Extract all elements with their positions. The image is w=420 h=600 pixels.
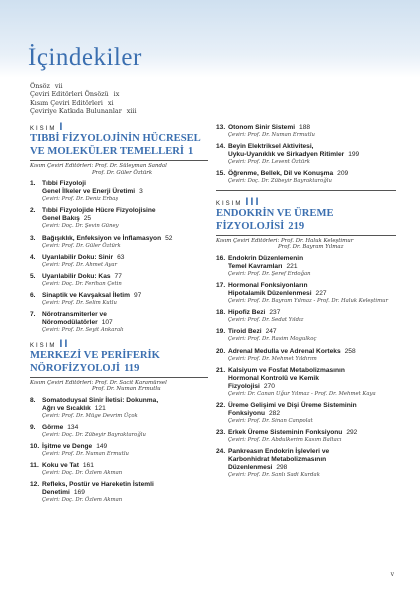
left-column [30,122,208,509]
chapter-page: 63 [117,253,125,261]
chapter-body [228,328,396,343]
chapter-number: 7. [30,311,36,319]
part-title-text: VE MOLEKÜLER TEMELLERİ [30,146,185,157]
chapter-body [228,309,396,324]
chapter-translator: Çeviri: Prof. Dr. Abdulkerim Kasım Baltacı [228,437,342,444]
chapter-translator: Çeviri: Doç. Dr. Ferihan Çetin [42,280,122,287]
chapter-title-line2-text: Denetimi [42,489,70,497]
chapter-body [42,462,208,477]
chapter-translator: Çeviri: Prof. Dr. Seyit Ankaralı [42,327,124,334]
part-divider [30,160,208,161]
chapter-body [42,397,208,420]
chapter-entry[interactable] [216,282,396,305]
chapter-title-line3-text: Fizyolojisi [228,382,260,390]
chapter-body [42,254,208,269]
chapter-title: Refleks, Postür ve Hareketin İstemli [42,481,154,489]
chapter-title [42,292,208,300]
part-page: 119 [124,362,140,374]
part-editors [216,238,396,251]
chapter-body [42,481,208,504]
chapter-translator: Çeviri: Prof. Dr. Bayram Yılmaz - Prof. Dr. Haluk Keleştimur [228,297,389,304]
chapter-translator: Çeviri: Prof. Dr. Mehmet Yıldırım [228,355,317,362]
chapter-entry[interactable] [216,348,396,363]
chapter-body [228,367,396,398]
part-divider [30,377,208,378]
chapter-title-line2-text: Nöromodülatörler [42,319,98,327]
chapter-title-line2-text: Fonksiyonu [228,409,265,417]
chapter-title [228,348,396,356]
chapter-page: 227 [315,289,327,297]
chapter-page: 169 [73,489,85,497]
chapter-page: 3 [139,188,143,196]
chapter-translator: Çeviri: Prof. Dr. Güler Öztürk [42,242,121,249]
chapter-translator: Çeviri: Prof. Dr. Sinan Canpolat [228,417,313,424]
chapter-title-text: İşitme ve Denge [42,443,93,451]
chapter-translator: Çeviri: Prof. Dr. Levent Öztürk [228,159,310,166]
chapter-page: 258 [344,347,356,355]
chapter-title-line2 [42,319,208,327]
chapter-number: 5. [30,272,36,280]
chapter-title-text: Erkek Üreme Sisteminin Fonksiyonu [228,429,343,437]
chapter-entry[interactable] [216,309,396,324]
front-matter-label: Kısım Çeviri Editörleri [30,98,103,107]
part-title-text: FİZYOLOJİSİ [216,220,285,232]
chapter-translator: Çeviri: Prof. Dr. Deniz Erbaş [42,196,119,203]
chapter-number: 2. [30,207,36,215]
part-editor-name: Prof. Dr. Numan Ermutlu [92,386,161,393]
chapter-number: 16. [216,254,226,262]
part-editors-label: Kısım Çeviri Editörleri: [30,163,94,169]
chapter-number: 13. [216,124,226,131]
chapter-title-line2 [42,405,208,413]
part-title-line[interactable] [216,208,396,220]
chapter-title [228,429,396,437]
chapter-title [42,254,208,262]
chapter-title-text: Sinaptik ve Kavşaksal İletim [42,292,130,300]
part-header [30,122,208,176]
chapter-body [228,348,396,363]
chapter-number: 6. [30,292,36,300]
chapter-entry[interactable] [216,255,396,278]
chapter-translator: Çeviri: Prof. Dr. Numan Ermutlu [228,132,315,138]
chapter-body [228,170,396,185]
chapter-entry[interactable] [216,124,396,139]
part-number: I [59,121,65,133]
chapter-body [42,273,208,288]
chapter-number: 20. [216,347,226,355]
part-editor-name: Prof. Dr. Haluk Keleştimur [281,237,354,244]
chapter-page: 247 [265,328,277,336]
part-kisim-text: KISIM [30,342,57,349]
chapter-number: 9. [30,423,36,431]
chapter-translator: Çeviri: Doç. Dr. Zübeyir Bayraktaroğlu [228,178,332,185]
part-kisim-label [30,122,208,132]
part-title-text: ENDOKRİN VE ÜREME [216,207,334,219]
chapter-page: 25 [83,215,92,223]
chapter-page: 199 [348,151,360,159]
chapter-translator: Çeviri: Doç. Dr. Özlem Akman [42,470,123,477]
chapter-page: 221 [286,262,298,270]
chapter-title-line2-text: Karbonhidrat Metabolizmasının [228,456,327,464]
chapter-title [42,443,208,451]
chapter-number: 17. [216,281,226,289]
chapter-entry[interactable] [30,397,208,420]
chapter-title-text: Otonom Sinir Sistemi [228,124,296,131]
chapter-title [42,424,208,432]
chapter-entry[interactable] [30,424,208,439]
chapter-body [42,311,208,334]
chapter-entry[interactable] [30,235,208,250]
part-editors-line [30,386,208,393]
chapter-translator: Çeviri: Doç. Dr. Şevin Güney [42,223,119,230]
chapter-number: 21. [216,366,226,374]
chapter-title: Üreme Gelişimi ve Dişi Üreme Sisteminin [228,401,357,409]
chapter-entry[interactable] [30,254,208,269]
chapter-title [228,328,396,336]
front-matter-item[interactable] [30,107,137,115]
chapter-entry[interactable] [30,311,208,334]
chapter-title-text: Uyarılabilir Doku: Sinir [42,253,114,261]
front-matter-list [30,82,137,116]
part-editors-line [30,170,208,177]
chapter-translator: Çeviri: Prof. Dr. Numan Ermutlu [42,451,129,458]
chapter-entry[interactable] [216,143,396,166]
chapter-body [42,424,208,439]
part-number: II [59,337,70,350]
part-header [30,339,208,393]
chapter-title-line2 [228,263,396,271]
part-title-line[interactable] [30,146,208,158]
chapter-title-line3 [228,383,396,391]
chapter-translator: Çeviri: Dr. Canan Uğur Yılmaz - Prof. Dr. Mehmet Kaya [228,390,376,397]
chapter-entry[interactable] [216,170,396,185]
chapter-page: 149 [96,443,108,451]
chapter-title-line2-text: Genel Bakış [42,215,80,223]
chapter-number: 24. [216,448,226,456]
part-title-text: MERKEZİ VE PERİFERİK [30,349,160,361]
front-matter-label: Çeviri Editörleri Önsözü [30,90,109,99]
part-page: 1 [188,146,194,157]
chapter-title: Kalsiyum ve Fosfat Metabolizmasının [228,366,345,374]
chapter-page: 188 [299,124,311,131]
chapter-title-line2-text: Temel Kavramları [228,262,283,270]
chapter-body [42,180,208,203]
chapter-number: 18. [216,309,226,317]
part-page: 219 [288,220,305,232]
chapter-body [228,143,396,166]
chapter-title-line2 [228,375,396,383]
part-title-line[interactable] [30,363,208,375]
front-matter-item[interactable] [30,99,137,107]
chapter-page: 209 [337,170,349,178]
chapter-title: Beyin Elektriksel Aktivitesi, [228,143,314,151]
chapter-body [228,402,396,425]
chapter-entry[interactable] [30,462,208,477]
chapter-body [42,443,208,458]
part-number: III [245,195,261,208]
part-editors-label: Kısım Çeviri Editörleri: [30,379,94,386]
chapter-title-text: Koku ve Tat [42,462,79,470]
chapter-title: Tıbbi Fizyoloji [42,180,86,188]
chapter-entry[interactable] [30,180,208,203]
front-matter-page: xi [107,98,114,107]
chapter-body [228,255,396,278]
page-title: İçindekiler [28,44,142,71]
part-kisim-text: KISIM [216,200,243,207]
chapter-number: 14. [216,143,226,151]
part-editor-name: Prof. Dr. Süleyman Sandal [95,163,167,169]
chapter-body [42,292,208,307]
chapter-translator: Çeviri: Doç. Dr. Özlem Akman [42,497,123,504]
chapter-body [42,207,208,230]
front-matter-page: ix [113,90,120,99]
front-matter-label: Çeviriye Katkıda Bulunanlar [30,107,122,116]
chapter-page: 77 [114,272,122,280]
front-matter-label: Önsöz [30,82,50,90]
chapter-body [228,429,396,444]
chapter-entry[interactable] [216,367,396,398]
chapter-title-line3-text: Düzenlenmesi [228,464,273,472]
chapter-number: 23. [216,429,226,437]
chapter-number: 22. [216,401,226,409]
chapter-translator: Çeviri: Prof. Dr. Selim Kutlu [42,300,117,307]
chapter-page: 270 [263,382,275,390]
part-kisim-label [216,197,396,207]
chapter-page: 52 [165,234,173,242]
chapter-title-text: Adrenal Medulla ve Adrenal Korteks [228,347,341,355]
chapter-translator: Çeviri: Prof. Dr. Ahmet Ayar [42,261,118,268]
chapter-title-text: Bağışıklık, Enfeksiyon ve İnflamasyon [42,234,162,242]
chapter-title-line2 [228,410,396,418]
part-title-line[interactable] [216,221,396,233]
chapter-title [228,309,396,317]
chapter-entry[interactable] [30,443,208,458]
part-editors-line [216,244,396,251]
chapter-page: 97 [133,292,142,300]
chapter-page: 161 [82,462,94,470]
chapter-number: 19. [216,328,226,336]
chapter-title: Nörotransmiterler ve [42,311,107,319]
part-editor-name: Prof. Dr. Bayram Yılmaz [278,244,344,251]
chapter-body [228,282,396,305]
chapter-title-text: Görme [42,423,64,431]
part-editors-line [30,163,208,170]
chapter-title: Pankreasın Endokrin İşlevleri ve [228,448,330,456]
part-editor-name: Prof. Dr. Güler Öztürk [92,169,153,176]
chapter-title-line2-text: Ağrı ve Sıcaklık [42,404,91,412]
chapter-title-line2 [42,215,208,223]
chapter-number: 12. [30,481,40,489]
chapter-title [42,273,208,281]
front-matter-page: vii [54,82,63,90]
chapter-body [42,235,208,250]
part-editors-line [30,380,208,387]
chapter-title-line2-text: Hormonal Kontrolü ve Kemik [228,374,319,382]
chapter-translator: Çeviri: Doç. Dr. Zübeyir Bayraktaroğlu [42,431,146,438]
section-divider [216,190,396,191]
chapter-number: 4. [30,253,36,261]
chapter-title-text: Hipofiz Bezi [228,309,266,317]
chapter-number: 3. [30,234,36,242]
front-matter-item[interactable] [30,90,137,98]
chapter-page: 282 [269,409,281,417]
chapter-title-line2 [42,188,208,196]
chapter-number: 15. [216,170,226,178]
chapter-title: Somatoduysal Sinir İletisi: Dokunma, [42,396,159,404]
chapter-title [42,235,208,243]
chapter-body [228,124,396,139]
chapter-title-line2-text: Uyku-Uyanıklık ve Sirkadyen Ritimler [228,151,345,159]
chapter-entry[interactable] [30,481,208,504]
front-matter-page: xiii [126,107,137,116]
chapter-page: 121 [94,404,106,412]
chapter-title-text: Uyarılabilir Doku: Kas [42,272,111,280]
chapter-number: 11. [30,462,39,470]
chapter-entry[interactable] [30,292,208,307]
chapter-translator: Çeviri: Prof. Dr. Şeref Erdoğan [228,270,311,277]
chapter-translator: Çeviri: Prof. Dr. Sanlı Sadi Kurdak [228,472,320,479]
part-editor-name: Prof. Dr. Sacit Karamürsel [95,379,167,386]
chapter-number: 10. [30,443,40,451]
part-editors [30,380,208,393]
part-header [216,197,396,251]
chapter-entry[interactable] [30,273,208,288]
chapter-page: 298 [276,464,288,472]
chapter-number: 1. [30,180,36,188]
part-editors-label: Kısım Çeviri Editörleri: [216,237,280,244]
chapter-translator: Çeviri: Prof. Dr. Rasim Mogulkoç [228,336,317,343]
part-title-text: TIBBİ FİZYOLOJİNİN HÜCRESEL [30,133,201,144]
part-divider [216,235,396,236]
chapter-body [228,448,396,479]
part-editors-line [216,238,396,245]
part-editors [30,163,208,176]
chapter-title-line2-text: Hipotalamik Düzenlenmesi [228,289,312,297]
chapter-entry[interactable] [30,207,208,230]
part-title-line[interactable] [30,133,208,145]
part-kisim-text: KISIM [30,126,57,132]
chapter-title-line2 [228,290,396,298]
part-title-line[interactable] [30,350,208,362]
chapter-title [228,124,396,132]
chapter-page: 134 [67,423,79,431]
part-kisim-label [30,339,208,349]
chapter-page: 107 [101,319,113,327]
chapter-entry[interactable] [216,328,396,343]
chapter-page: 237 [269,309,281,317]
chapter-number: 8. [30,396,36,404]
chapter-entry[interactable] [216,429,396,444]
chapter-title-text: Öğrenme, Bellek, Dil ve Konuşma [228,170,334,178]
chapter-title-text: Tiroid Bezi [228,328,262,336]
chapter-entry[interactable] [216,448,396,479]
chapter-title-line2 [228,151,396,159]
chapter-title: Endokrin Düzenlemenin [228,254,304,262]
chapter-translator: Çeviri: Prof. Dr. Sedat Yıldız [228,317,304,324]
part-title-text: NÖROFİZYOLOJİ [30,362,121,374]
right-column [216,124,396,483]
chapter-title-line3 [228,464,396,472]
chapter-page: 292 [346,429,358,437]
chapter-title-line2-text: Genel İlkeler ve Enerji Üretimi [42,188,136,196]
chapter-entry[interactable] [216,402,396,425]
chapter-title-line2 [228,456,396,464]
chapter-title: Tıbbi Fizyolojide Hücre Fizyolojisine [42,207,156,215]
chapter-title: Hormonal Fonksiyonların [228,281,308,289]
page-number: v [390,571,394,578]
chapter-translator: Çeviri: Prof. Dr. Müge Devrim Üçok [42,412,138,419]
